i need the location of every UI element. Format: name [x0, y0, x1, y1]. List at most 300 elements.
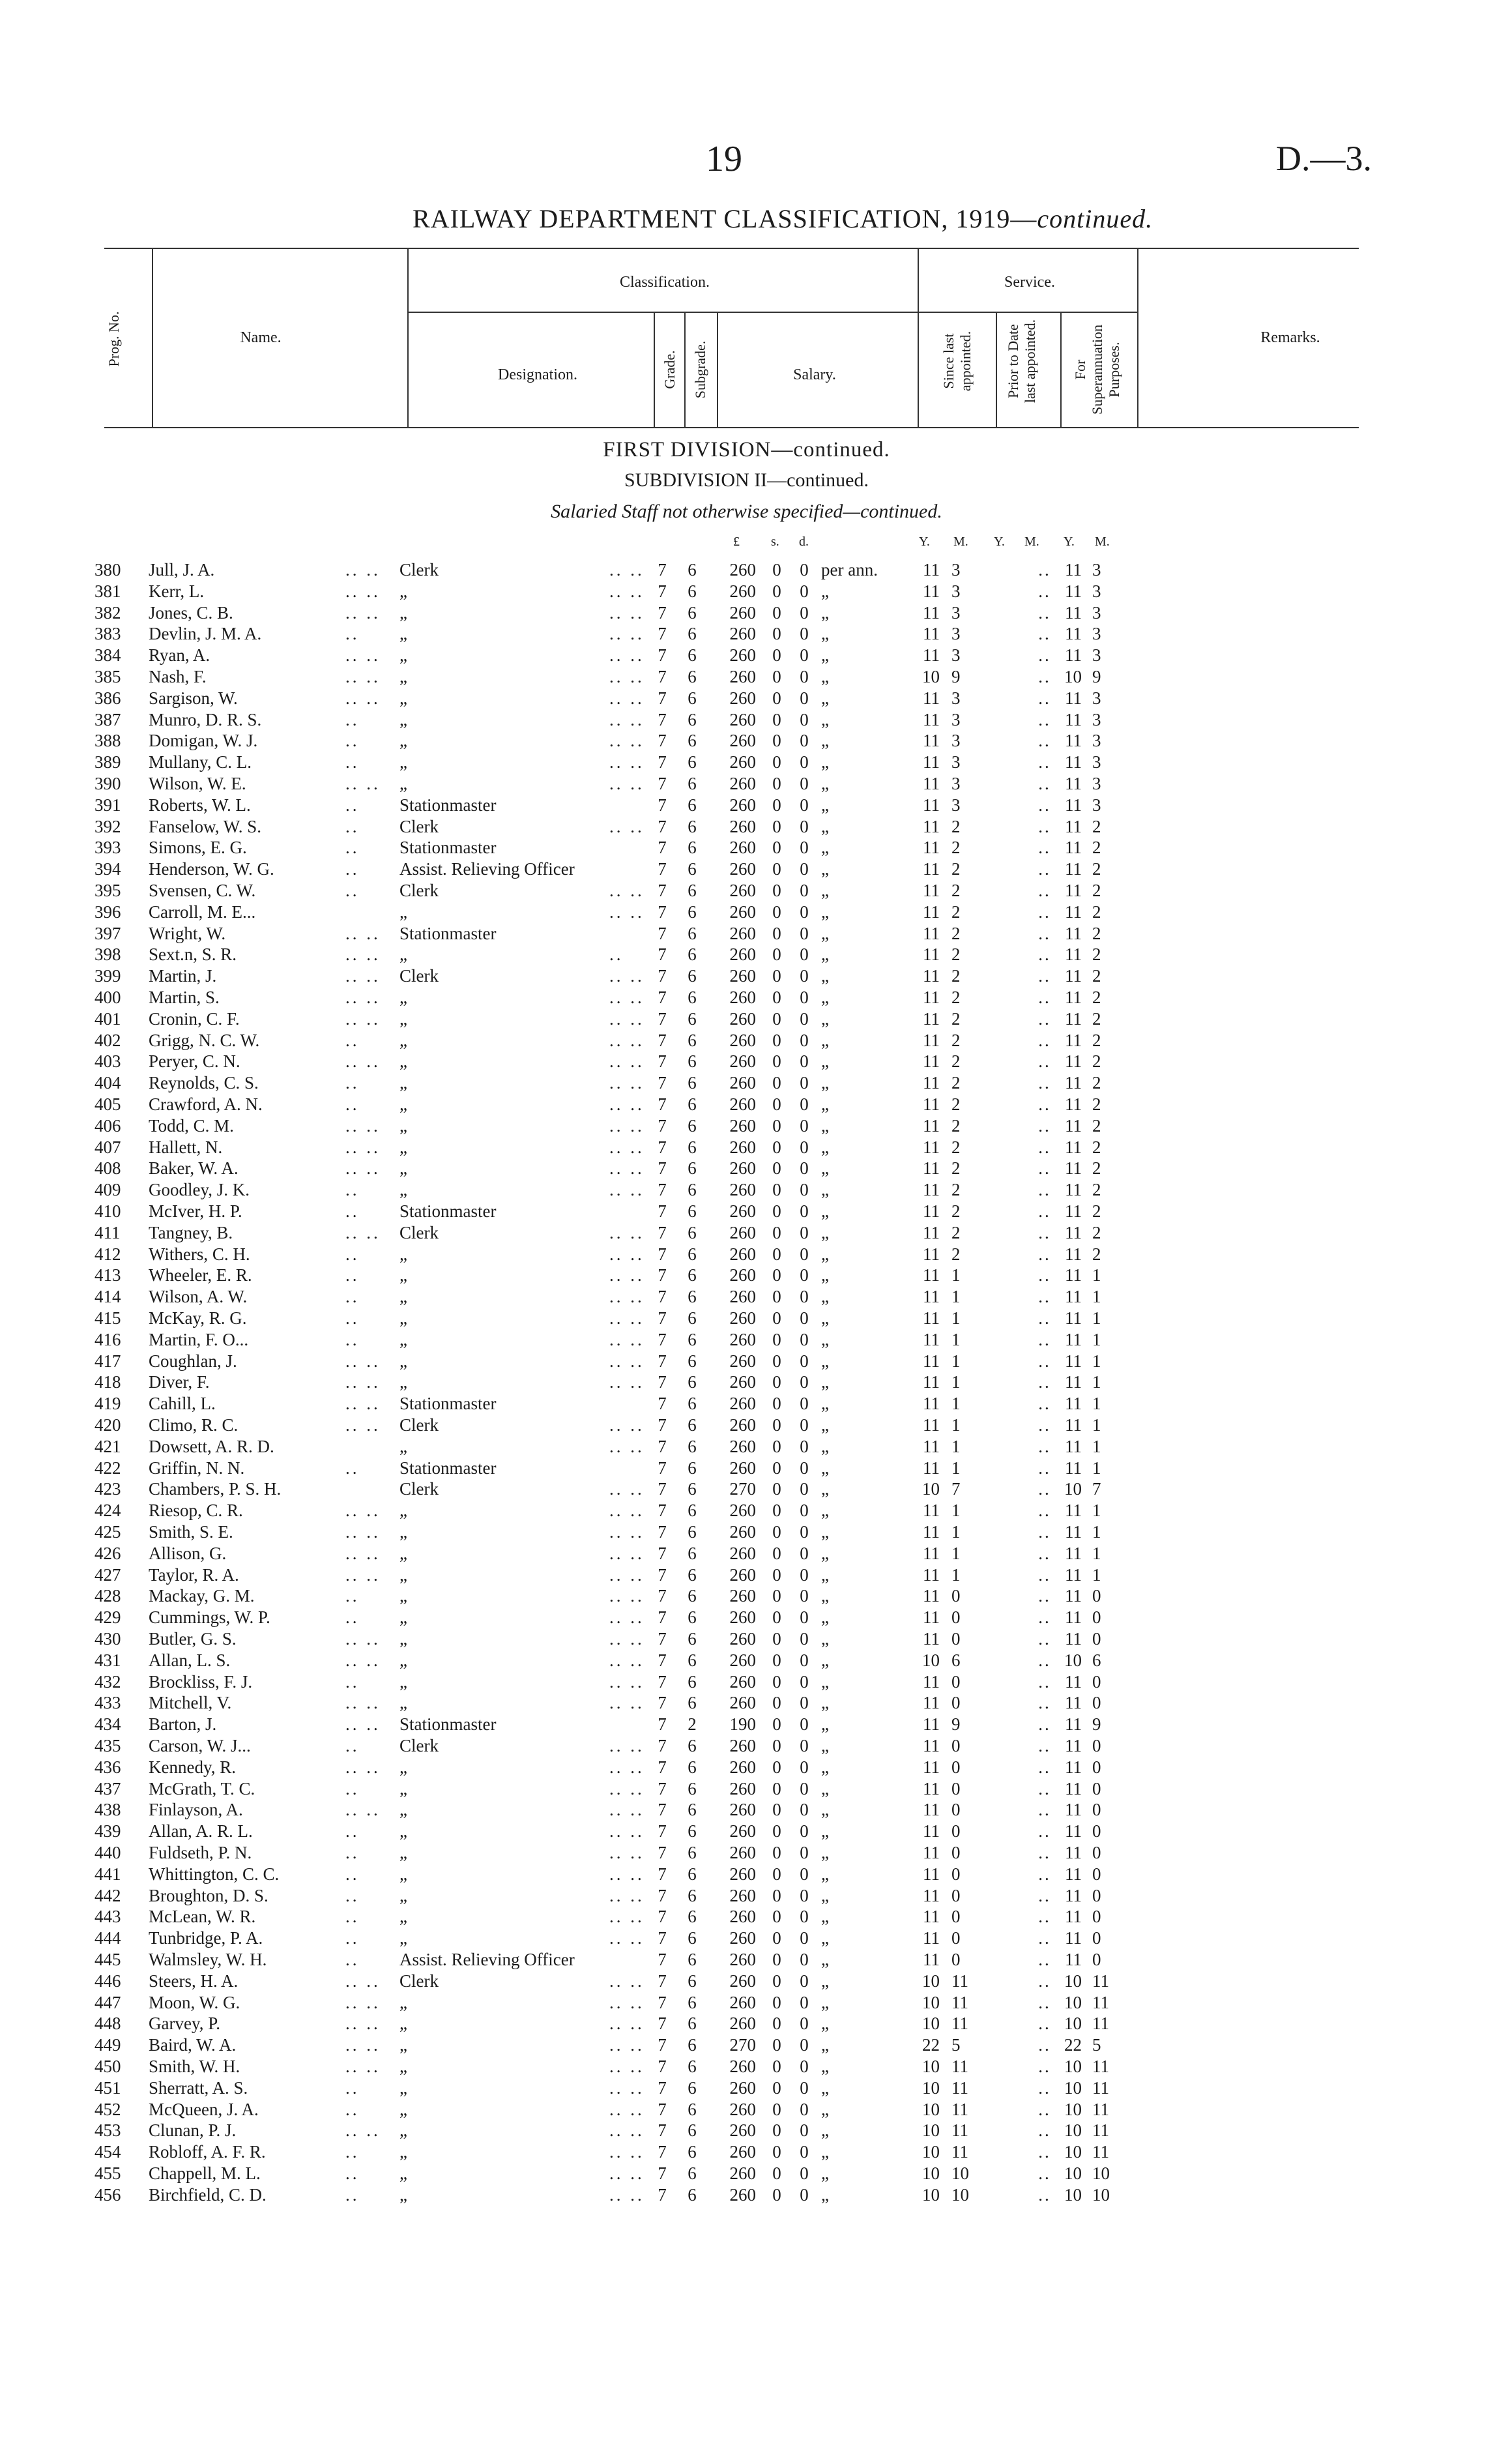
super-months-cell: 0: [1092, 1736, 1101, 1755]
header-divider: [654, 312, 655, 428]
designation-cell: Clerk: [399, 881, 439, 900]
salary-pounds-cell: 260: [729, 1458, 756, 1478]
since-last-years-cell: 11: [923, 1009, 940, 1029]
table-row: [0, 1222, 1493, 1243]
since-last-years-cell: 10: [922, 2014, 940, 2033]
since-last-months-cell: 1: [951, 1565, 961, 1585]
designation-cell: „: [399, 1308, 407, 1328]
since-last-years-cell: 10: [922, 1971, 940, 1991]
subgrade-cell: 6: [688, 1629, 697, 1649]
subgrade-cell: 6: [688, 560, 697, 579]
subgrade-cell: 6: [688, 1757, 697, 1777]
salary-pounds-cell: 260: [729, 1864, 756, 1884]
salary-pence-cell: 0: [800, 945, 809, 964]
salary-pounds-cell: 260: [729, 1137, 756, 1157]
subgrade-cell: 6: [688, 1971, 697, 1991]
salary-pence-cell: 0: [800, 1031, 809, 1050]
grade-cell: 7: [658, 1650, 667, 1670]
since-last-months-cell: 11: [951, 2014, 968, 2033]
salary-shillings-cell: 0: [772, 2142, 781, 2162]
name-cell: Peryer, C. N.: [149, 1051, 240, 1071]
salary-pounds-cell: 260: [729, 1094, 756, 1114]
leader-dots: .. ..: [609, 1223, 645, 1242]
super-years-cell: 11: [1065, 1073, 1082, 1093]
grade-cell: 7: [658, 581, 667, 601]
since-last-months-cell: 2: [951, 1223, 961, 1242]
prior-to-cell: ..: [1038, 1158, 1051, 1178]
since-last-years-cell: 11: [923, 1779, 940, 1798]
prog-no-cell: 405: [94, 1094, 121, 1114]
header-divider: [717, 312, 718, 428]
since-last-months-cell: 9: [951, 1714, 961, 1734]
grade-cell: 7: [658, 774, 667, 793]
leader-dots: .. ..: [345, 945, 381, 964]
super-months-cell: 0: [1092, 1800, 1101, 1819]
leader-dots: .. ..: [345, 688, 381, 708]
col-prior-to: Prior to Date last appointed.: [1005, 319, 1038, 403]
salary-pence-cell: 0: [800, 1458, 809, 1478]
name-cell: Martin, F. O...: [149, 1330, 249, 1349]
table-row: [0, 581, 1493, 602]
salary-pounds-cell: 260: [729, 1244, 756, 1264]
leader-dots: .. ..: [609, 1886, 645, 1905]
super-years-cell: 11: [1065, 1886, 1082, 1905]
prior-to-cell: ..: [1038, 2163, 1051, 2183]
salary-pounds-cell: 260: [729, 1928, 756, 1948]
salary-shillings-cell: 0: [772, 667, 781, 686]
salary-period-cell: „: [821, 710, 829, 729]
since-last-years-cell: 11: [923, 710, 940, 729]
name-cell: Jull, J. A.: [149, 560, 215, 579]
salary-shillings-cell: 0: [772, 752, 781, 772]
prior-to-cell: ..: [1038, 2142, 1051, 2162]
prior-to-cell: ..: [1038, 988, 1051, 1007]
header-divider: [918, 248, 919, 428]
table-row: [0, 1179, 1493, 1200]
name-cell: Broughton, D. S.: [149, 1886, 268, 1905]
since-last-years-cell: 11: [923, 731, 940, 750]
super-months-cell: 3: [1092, 795, 1101, 815]
prior-to-cell: ..: [1038, 924, 1051, 943]
salary-pounds-cell: 260: [729, 1907, 756, 1926]
prior-to-cell: ..: [1038, 2100, 1051, 2119]
since-last-months-cell: 3: [951, 710, 961, 729]
salary-period-cell: „: [821, 1736, 829, 1755]
salary-period-cell: „: [821, 688, 829, 708]
grade-cell: 7: [658, 1693, 667, 1712]
salary-period-cell: „: [821, 1330, 829, 1349]
salary-period-cell: „: [821, 1928, 829, 1948]
designation-cell: „: [399, 1607, 407, 1627]
salary-shillings-cell: 0: [772, 1779, 781, 1798]
name-cell: McGrath, T. C.: [149, 1779, 255, 1798]
salary-pounds-cell: 260: [729, 881, 756, 900]
salary-pounds-cell: 260: [729, 1201, 756, 1221]
prog-no-cell: 455: [94, 2163, 121, 2183]
since-last-years-cell: 11: [923, 1051, 940, 1071]
salary-pence-cell: 0: [800, 1843, 809, 1862]
leader-dots: .. ..: [609, 688, 645, 708]
salary-pence-cell: 0: [800, 1479, 809, 1499]
grade-cell: 7: [658, 1479, 667, 1499]
subgrade-cell: 6: [688, 1736, 697, 1755]
leader-dots: .. ..: [609, 1629, 645, 1649]
since-last-months-cell: 11: [951, 2142, 968, 2162]
since-last-years-cell: 11: [923, 645, 940, 665]
leader-dots: .. ..: [609, 560, 645, 579]
salary-shillings-cell: 0: [772, 1629, 781, 1649]
salary-pence-cell: 0: [800, 1607, 809, 1627]
designation-cell: „: [399, 2142, 407, 2162]
salary-pence-cell: 0: [800, 1821, 809, 1841]
grade-cell: 7: [658, 1522, 667, 1542]
super-months-cell: 10: [1092, 2163, 1110, 2183]
prog-no-cell: 423: [94, 1479, 121, 1499]
prior-to-cell: ..: [1038, 2014, 1051, 2033]
grade-cell: 7: [658, 1116, 667, 1136]
leader-dots: .. ..: [345, 645, 381, 665]
leader-dots: .. ..: [345, 667, 381, 686]
designation-cell: Clerk: [399, 1971, 439, 1991]
salary-pence-cell: 0: [800, 2035, 809, 2055]
super-years-cell: 11: [1065, 1565, 1082, 1585]
grade-cell: 7: [658, 1308, 667, 1328]
grade-cell: 7: [658, 1180, 667, 1199]
since-last-years-cell: 10: [922, 1993, 940, 2012]
salary-pounds-cell: 260: [729, 2100, 756, 2119]
leader-dots: .. ..: [609, 1009, 645, 1029]
super-months-cell: 2: [1092, 1137, 1101, 1157]
since-last-months-cell: 1: [951, 1394, 961, 1413]
designation-cell: „: [399, 1116, 407, 1136]
grade-cell: 7: [658, 1757, 667, 1777]
salary-shillings-cell: 0: [772, 1672, 781, 1692]
since-last-months-cell: 2: [951, 838, 961, 857]
super-years-cell: 11: [1065, 624, 1082, 643]
table-row: [0, 688, 1493, 709]
super-months-cell: 3: [1092, 710, 1101, 729]
since-last-months-cell: 2: [951, 1158, 961, 1178]
leader-dots: ..: [345, 1265, 360, 1285]
grade-cell: 7: [658, 688, 667, 708]
subgrade-cell: 6: [688, 667, 697, 686]
prog-no-cell: 411: [94, 1223, 121, 1242]
salary-period-cell: „: [821, 1607, 829, 1627]
salary-shillings-cell: 0: [772, 688, 781, 708]
subgrade-cell: 6: [688, 988, 697, 1007]
subgrade-cell: 6: [688, 1051, 697, 1071]
subgrade-cell: 6: [688, 2120, 697, 2140]
table-row: [0, 2077, 1493, 2098]
super-months-cell: 0: [1092, 1843, 1101, 1862]
super-months-cell: 3: [1092, 560, 1101, 579]
name-cell: Steers, H. A.: [149, 1971, 239, 1991]
salary-shillings-cell: 0: [772, 1479, 781, 1499]
salary-pounds-cell: 260: [729, 1265, 756, 1285]
prog-no-cell: 393: [94, 838, 121, 857]
subgrade-cell: 6: [688, 2163, 697, 2183]
since-last-months-cell: 0: [951, 1672, 961, 1692]
subgrade-cell: 6: [688, 1330, 697, 1349]
super-months-cell: 0: [1092, 1586, 1101, 1606]
prior-to-cell: ..: [1038, 581, 1051, 601]
table-row: [0, 1072, 1493, 1093]
salary-period-cell: „: [821, 1993, 829, 2012]
super-months-cell: 11: [1092, 1971, 1109, 1991]
prog-no-cell: 421: [94, 1437, 121, 1456]
super-years-cell: 11: [1065, 1736, 1082, 1755]
since-last-years-cell: 10: [922, 1650, 940, 1670]
salary-pounds-cell: 260: [729, 1971, 756, 1991]
name-cell: Butler, G. S.: [149, 1629, 237, 1649]
designation-cell: „: [399, 1265, 407, 1285]
salary-shillings-cell: 0: [772, 2100, 781, 2119]
salary-pounds-cell: 260: [729, 1650, 756, 1670]
prior-to-cell: ..: [1038, 1736, 1051, 1755]
since-last-years-cell: 11: [923, 1864, 940, 1884]
leader-dots: .. ..: [609, 1565, 645, 1585]
salary-pounds-cell: 260: [729, 710, 756, 729]
leader-dots: .. ..: [345, 1714, 381, 1734]
table-row: [0, 902, 1493, 922]
designation-cell: „: [399, 1544, 407, 1563]
salary-pence-cell: 0: [800, 1950, 809, 1969]
super-years-cell: 10: [1064, 1650, 1082, 1670]
salary-shillings-cell: 0: [772, 1415, 781, 1435]
subgrade-cell: 6: [688, 1607, 697, 1627]
super-months-cell: 1: [1092, 1415, 1101, 1435]
grade-cell: 7: [658, 1607, 667, 1627]
prog-no-cell: 433: [94, 1693, 121, 1712]
subgrade-cell: 6: [688, 1265, 697, 1285]
prior-to-cell: ..: [1038, 902, 1051, 922]
designation-cell: „: [399, 1287, 407, 1306]
since-last-years-cell: 22: [922, 2035, 940, 2055]
name-cell: Kerr, L.: [149, 581, 205, 601]
since-last-years-cell: 11: [923, 1693, 940, 1712]
designation-cell: „: [399, 1031, 407, 1050]
salary-period-cell: „: [821, 1629, 829, 1649]
designation-cell: „: [399, 1051, 407, 1071]
leader-dots: .. ..: [345, 1971, 381, 1991]
salary-period-cell: „: [821, 1372, 829, 1392]
super-years-cell: 11: [1065, 1180, 1082, 1199]
salary-pounds-cell: 260: [729, 1522, 756, 1542]
salary-pence-cell: 0: [800, 902, 809, 922]
name-cell: Birchfield, C. D.: [149, 2185, 267, 2205]
leader-dots: .. ..: [345, 1993, 381, 2012]
since-last-years-cell: 11: [923, 1094, 940, 1114]
subgrade-cell: 6: [688, 1950, 697, 1969]
salary-period-cell: „: [821, 624, 829, 643]
unit-year: Y.: [1064, 535, 1075, 549]
leader-dots: ..: [345, 859, 360, 879]
table-row: [0, 1458, 1493, 1478]
name-cell: Sherratt, A. S.: [149, 2078, 248, 2098]
salary-pence-cell: 0: [800, 1714, 809, 1734]
table-row: [0, 773, 1493, 794]
salary-pence-cell: 0: [800, 1437, 809, 1456]
prog-no-cell: 452: [94, 2100, 121, 2119]
subgrade-cell: 6: [688, 1094, 697, 1114]
prog-no-cell: 397: [94, 924, 121, 943]
salary-period-cell: „: [821, 667, 829, 686]
table-row: [0, 1265, 1493, 1285]
prog-no-cell: 391: [94, 795, 121, 815]
grade-cell: 7: [658, 1672, 667, 1692]
salary-period-cell: „: [821, 645, 829, 665]
salary-period-cell: „: [821, 1051, 829, 1071]
super-months-cell: 3: [1092, 752, 1101, 772]
subgrade-cell: 6: [688, 645, 697, 665]
prog-no-cell: 453: [94, 2120, 121, 2140]
salary-pence-cell: 0: [800, 603, 809, 623]
super-months-cell: 2: [1092, 966, 1101, 986]
salary-pence-cell: 0: [800, 1201, 809, 1221]
table-row: [0, 923, 1493, 944]
subgrade-cell: 6: [688, 795, 697, 815]
since-last-months-cell: 2: [951, 902, 961, 922]
grade-cell: 7: [658, 1031, 667, 1050]
salary-shillings-cell: 0: [772, 1907, 781, 1926]
table-row: [0, 1030, 1493, 1051]
name-cell: Whittington, C. C.: [149, 1864, 280, 1884]
since-last-years-cell: 11: [923, 752, 940, 772]
prior-to-cell: ..: [1038, 1928, 1051, 1948]
since-last-months-cell: 2: [951, 1244, 961, 1264]
super-months-cell: 1: [1092, 1522, 1101, 1542]
since-last-years-cell: 11: [923, 1351, 940, 1371]
table-row: [0, 1607, 1493, 1628]
table-row: [0, 730, 1493, 751]
salary-period-cell: „: [821, 1458, 829, 1478]
table-row: [0, 837, 1493, 858]
designation-cell: Assist. Relieving Officer: [399, 859, 575, 879]
salary-pounds-cell: 260: [729, 859, 756, 879]
leader-dots: ..: [345, 838, 360, 857]
since-last-years-cell: 11: [923, 1544, 940, 1563]
salary-shillings-cell: 0: [772, 1843, 781, 1862]
grade-cell: 7: [658, 731, 667, 750]
super-years-cell: 11: [1065, 1031, 1082, 1050]
since-last-years-cell: 11: [923, 1522, 940, 1542]
prog-no-cell: 446: [94, 1971, 121, 1991]
prog-no-cell: 425: [94, 1522, 121, 1542]
leader-dots: .. ..: [609, 817, 645, 836]
leader-dots: .. ..: [345, 581, 381, 601]
prior-to-cell: ..: [1038, 1971, 1051, 1991]
prog-no-cell: 436: [94, 1757, 121, 1777]
since-last-months-cell: 1: [951, 1415, 961, 1435]
salary-period-cell: „: [821, 752, 829, 772]
leader-dots: .. ..: [345, 1158, 381, 1178]
salary-pence-cell: 0: [800, 1330, 809, 1349]
leader-dots: .. ..: [609, 774, 645, 793]
salary-pounds-cell: 260: [729, 1779, 756, 1798]
super-years-cell: 11: [1065, 1693, 1082, 1712]
leader-dots: .. ..: [609, 1821, 645, 1841]
since-last-years-cell: 11: [923, 1437, 940, 1456]
since-last-years-cell: 11: [923, 1714, 940, 1734]
since-last-years-cell: 11: [923, 881, 940, 900]
salary-shillings-cell: 0: [772, 1308, 781, 1328]
prog-no-cell: 415: [94, 1308, 121, 1328]
subgrade-cell: 6: [688, 2142, 697, 2162]
salary-period-cell: „: [821, 1201, 829, 1221]
prog-no-cell: 385: [94, 667, 121, 686]
name-cell: Baker, W. A.: [149, 1158, 239, 1178]
grade-cell: 7: [658, 1351, 667, 1371]
salary-shillings-cell: 0: [772, 1351, 781, 1371]
leader-dots: .. ..: [609, 1672, 645, 1692]
subgrade-cell: 6: [688, 710, 697, 729]
table-row: [0, 1521, 1493, 1542]
subgrade-cell: 6: [688, 1672, 697, 1692]
prior-to-cell: ..: [1038, 645, 1051, 665]
table-row: [0, 1949, 1493, 1970]
salary-period-cell: „: [821, 731, 829, 750]
salary-pounds-cell: 260: [729, 2142, 756, 2162]
since-last-years-cell: 11: [923, 624, 940, 643]
salary-period-cell: „: [821, 1308, 829, 1328]
super-years-cell: 11: [1065, 1458, 1082, 1478]
leader-dots: .. ..: [345, 2120, 381, 2140]
leader-dots: ..: [345, 1244, 360, 1264]
since-last-months-cell: 0: [951, 1864, 961, 1884]
salary-pounds-cell: 260: [729, 945, 756, 964]
salary-period-cell: „: [821, 1779, 829, 1798]
leader-dots: .. ..: [609, 881, 645, 900]
super-months-cell: 2: [1092, 1116, 1101, 1136]
super-years-cell: 11: [1065, 1864, 1082, 1884]
table-row: [0, 987, 1493, 1008]
grade-cell: 7: [658, 1544, 667, 1563]
designation-cell: „: [399, 1073, 407, 1093]
leader-dots: .. ..: [345, 1051, 381, 1071]
salary-pounds-cell: 260: [729, 924, 756, 943]
salary-pence-cell: 0: [800, 1287, 809, 1306]
prior-to-cell: ..: [1038, 667, 1051, 686]
grade-cell: 7: [658, 881, 667, 900]
salary-period-cell: „: [821, 1351, 829, 1371]
name-cell: Cahill, L.: [149, 1394, 216, 1413]
since-last-years-cell: 10: [922, 2057, 940, 2076]
salary-pounds-cell: 260: [729, 1073, 756, 1093]
unit-year: Y.: [994, 535, 1005, 549]
super-months-cell: 2: [1092, 838, 1101, 857]
prog-no-cell: 442: [94, 1886, 121, 1905]
salary-period-cell: „: [821, 1800, 829, 1819]
leader-dots: .. ..: [609, 1544, 645, 1563]
since-last-years-cell: 11: [923, 1265, 940, 1285]
col-remarks: Remarks.: [1260, 329, 1320, 346]
salary-pence-cell: 0: [800, 2163, 809, 2183]
subgrade-cell: 6: [688, 1223, 697, 1242]
subgrade-cell: 6: [688, 859, 697, 879]
salary-shillings-cell: 0: [772, 1265, 781, 1285]
super-months-cell: 5: [1092, 2035, 1101, 2055]
name-cell: Riesop, C. R.: [149, 1501, 243, 1520]
leader-dots: .. ..: [345, 924, 381, 943]
super-months-cell: 2: [1092, 881, 1101, 900]
prior-to-cell: ..: [1038, 624, 1051, 643]
subgrade-cell: 6: [688, 1287, 697, 1306]
grade-cell: 7: [658, 2035, 667, 2055]
prog-no-cell: 413: [94, 1265, 121, 1285]
designation-cell: „: [399, 1843, 407, 1862]
designation-cell: „: [399, 1009, 407, 1029]
prior-to-cell: ..: [1038, 1223, 1051, 1242]
